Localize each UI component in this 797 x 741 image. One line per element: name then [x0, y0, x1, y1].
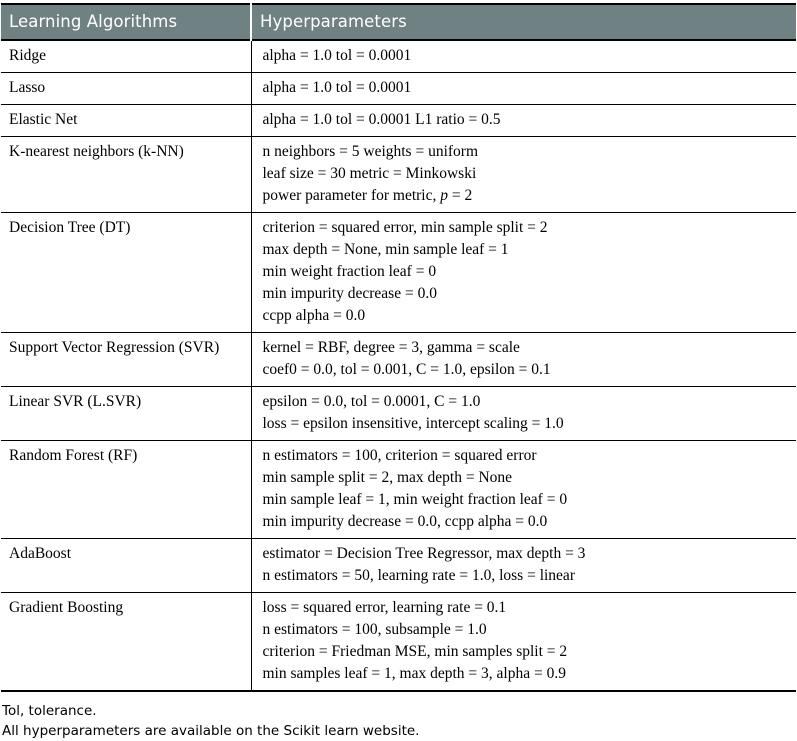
- table-row: [1, 105, 796, 137]
- algorithm-name-cell: Linear SVR (L.SVR): [1, 387, 251, 441]
- hyperparameter-line: alpha = 1.0 tol = 0.0001: [263, 45, 797, 67]
- hyperparameter-line: loss = squared error, learning rate = 0.1: [263, 597, 797, 619]
- algorithm-name-cell: K-nearest neighbors (k-NN): [1, 137, 251, 213]
- table-figure: [0, 3, 797, 660]
- column-header-hyperparameters: Hyperparameters: [251, 4, 796, 40]
- hyperparameters-cell: [251, 105, 796, 137]
- hyperparameters-cell: [251, 73, 796, 105]
- hyperparameter-line: n estimators = 100, criterion = squared error: [263, 445, 797, 467]
- hyperparameters-cell: [251, 539, 796, 593]
- table-row: [1, 593, 796, 692]
- hyperparameter-line: criterion = squared error, min sample split = 2: [263, 217, 797, 239]
- hyperparameter-line: min weight fraction leaf = 0: [263, 261, 797, 283]
- algorithm-name-cell: Lasso: [1, 73, 251, 105]
- hyperparameters-cell: [251, 213, 796, 333]
- hyperparameter-line: max depth = None, min sample leaf = 1: [263, 239, 797, 261]
- footnote-scikit-learn: All hyperparameters are available on the Scikit learn website.: [2, 722, 797, 741]
- table-row: [1, 333, 796, 387]
- hyperparameter-line: loss = epsilon insensitive, intercept scaling = 1.0: [263, 413, 797, 435]
- table-row: [1, 213, 796, 333]
- algorithm-name-cell: Support Vector Regression (SVR): [1, 333, 251, 387]
- hyperparameter-line: min sample split = 2, max depth = None: [263, 467, 797, 489]
- hyperparameter-line: epsilon = 0.0, tol = 0.0001, C = 1.0: [263, 391, 797, 413]
- hyperparameters-cell: [251, 441, 796, 539]
- hyperparameters-cell: [251, 333, 796, 387]
- algorithm-name-cell: Random Forest (RF): [1, 441, 251, 539]
- hyperparameter-line: estimator = Decision Tree Regressor, max depth = 3: [263, 543, 797, 565]
- hyperparameters-cell: [251, 593, 796, 692]
- algorithm-name-cell: Gradient Boosting: [1, 593, 251, 692]
- algorithm-name-cell: Decision Tree (DT): [1, 213, 251, 333]
- hyperparameter-line: alpha = 1.0 tol = 0.0001 L1 ratio = 0.5: [263, 109, 797, 131]
- hyperparameter-line: min impurity decrease = 0.0: [263, 283, 797, 305]
- hyperparameter-line: n estimators = 50, learning rate = 1.0, loss = linear: [263, 565, 797, 587]
- hyperparameter-line: leaf size = 30 metric = Minkowski: [263, 163, 797, 185]
- table-header: [1, 4, 796, 40]
- algorithm-name-cell: Ridge: [1, 40, 251, 73]
- hyperparameter-line: min impurity decrease = 0.0, ccpp alpha = 0.0: [263, 511, 797, 533]
- table-footnotes: [2, 702, 797, 741]
- table-row: [1, 40, 796, 73]
- hyperparameters-cell: [251, 137, 796, 213]
- table-row: [1, 539, 796, 593]
- hyperparameter-line: n neighbors = 5 weights = uniform: [263, 141, 797, 163]
- hyperparameter-line: n estimators = 100, subsample = 1.0: [263, 619, 797, 641]
- table-row: [1, 441, 796, 539]
- algorithm-name-cell: Elastic Net: [1, 105, 251, 137]
- hyperparameter-line: ccpp alpha = 0.0: [263, 305, 797, 327]
- header-row: [1, 4, 796, 40]
- hyperparameter-line: coef0 = 0.0, tol = 0.001, C = 1.0, epsilon = 0.1: [263, 359, 797, 381]
- hyperparameter-line: power parameter for metric, p = 2: [263, 185, 797, 207]
- table-body: [1, 40, 796, 691]
- footnote-tolerance: Tol, tolerance.: [2, 702, 797, 722]
- hyperparameter-line: min samples leaf = 1, max depth = 3, alpha = 0.9: [263, 663, 797, 685]
- table-row: [1, 137, 796, 213]
- hyperparameters-table: [1, 3, 796, 692]
- hyperparameter-line: min sample leaf = 1, min weight fraction leaf = 0: [263, 489, 797, 511]
- hyperparameter-line: kernel = RBF, degree = 3, gamma = scale: [263, 337, 797, 359]
- column-header-learning-algorithms: Learning Algorithms: [1, 4, 251, 40]
- algorithm-name-cell: AdaBoost: [1, 539, 251, 593]
- hyperparameter-line: alpha = 1.0 tol = 0.0001: [263, 77, 797, 99]
- hyperparameters-cell: [251, 387, 796, 441]
- hyperparameter-line: criterion = Friedman MSE, min samples split = 2: [263, 641, 797, 663]
- table-row: [1, 73, 796, 105]
- table-row: [1, 387, 796, 441]
- hyperparameters-cell: [251, 40, 796, 73]
